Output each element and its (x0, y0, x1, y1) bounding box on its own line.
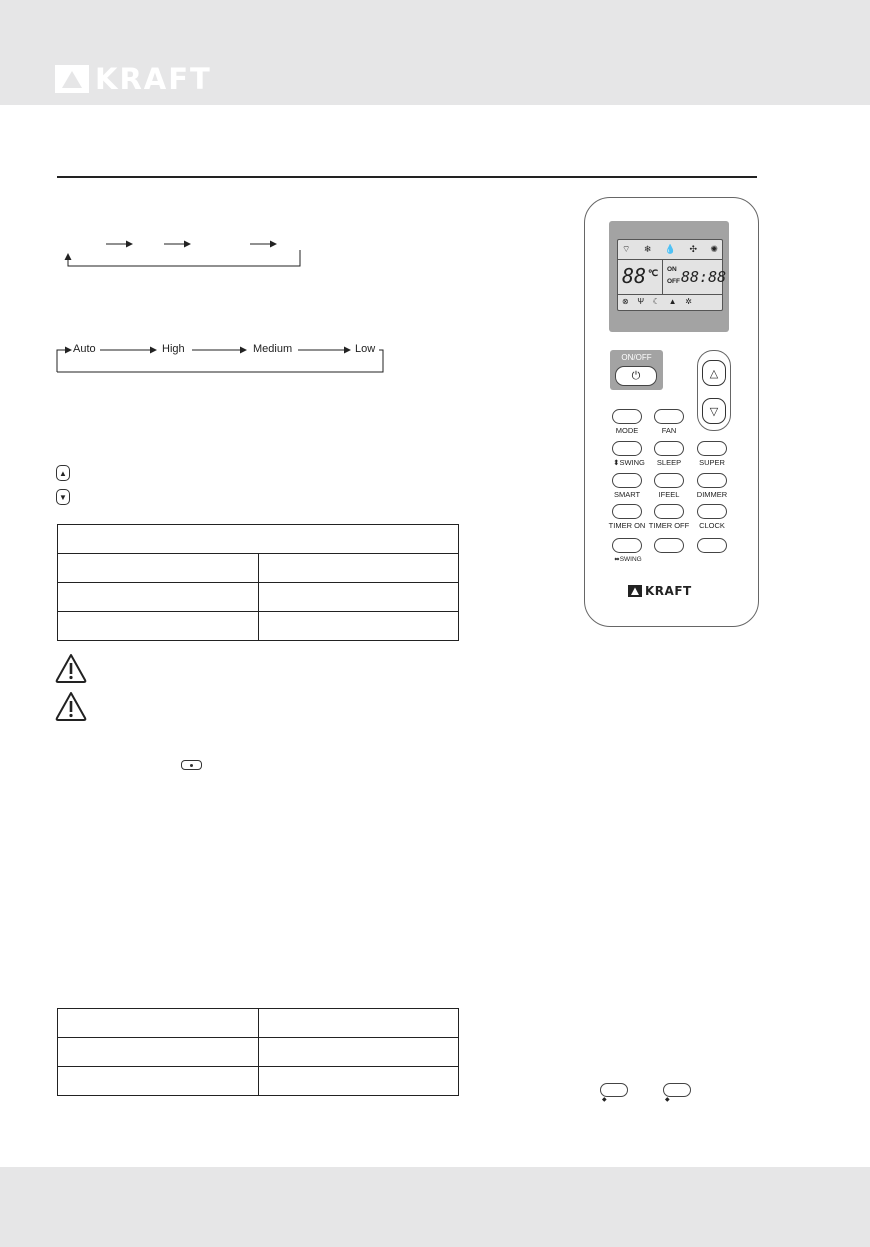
table-cell (259, 554, 459, 583)
gear-icon: ✲ (685, 297, 692, 306)
hswing-button[interactable] (612, 538, 642, 553)
heat-icon: ✺ (710, 244, 718, 254)
vswing-button[interactable] (612, 441, 642, 456)
down-button-icon: ▼ (56, 489, 70, 505)
lcd-divider (617, 259, 723, 260)
table-cell (58, 1009, 259, 1038)
up-triangle-icon: △ (709, 367, 719, 380)
lcd-on-label: ON (667, 266, 677, 273)
brand-logo (55, 64, 212, 94)
vswing-button-icon (663, 1083, 691, 1097)
fan-icon: ✣ (689, 244, 697, 254)
settings-table-1 (57, 524, 459, 641)
blank-button-2[interactable] (697, 538, 727, 553)
vswing-arrow-icon: ◆ (665, 1097, 670, 1103)
table-cell (259, 1038, 459, 1067)
hswing-button-icon (600, 1083, 628, 1097)
section-rule (57, 176, 757, 178)
cycle-return-arrow (68, 250, 300, 266)
small-button-icon (181, 760, 202, 770)
mode-button[interactable] (612, 409, 642, 424)
vswing-label: ⬍SWING (613, 458, 645, 467)
clock-label: CLOCK (699, 521, 725, 530)
lcd-top-icons (622, 244, 718, 255)
clock-button[interactable] (697, 504, 727, 519)
signal-icon: Ψ (637, 297, 645, 306)
vswing-arrow-icon: ⬍ (613, 458, 620, 467)
smart-button[interactable] (612, 473, 642, 488)
super-label: SUPER (699, 458, 725, 467)
ifeel-label: IFEEL (658, 490, 680, 499)
lcd-clock-digits: 88:88 (681, 268, 727, 286)
lcd-temp-digits: 88 (622, 264, 647, 288)
table-cell (58, 583, 259, 612)
down-triangle-icon: ▽ (709, 405, 719, 418)
timer-on-label: TIMER ON (608, 521, 646, 530)
lcd-divider (617, 294, 723, 295)
triangle-icon: ▲ (668, 297, 677, 306)
lcd-off-label: OFF (667, 278, 680, 285)
timer-off-button[interactable] (654, 504, 684, 519)
hswing-label: ⬌SWING (614, 556, 642, 563)
sleep-moon-icon: ☾ (652, 297, 660, 306)
page-footer (0, 1167, 870, 1247)
ifeel-button[interactable] (654, 473, 684, 488)
table-cell (259, 583, 459, 612)
table-cell (259, 612, 459, 641)
warning-icon (54, 652, 88, 684)
settings-table-2 (57, 1008, 459, 1096)
timer-on-button[interactable] (612, 504, 642, 519)
lcd-divider (662, 260, 663, 294)
snowflake-icon: ❄ (643, 244, 652, 254)
sleep-button[interactable] (654, 441, 684, 456)
drop-icon: 💧 (664, 244, 677, 254)
triangle-logo-icon (55, 65, 89, 93)
hswing-arrow-icon: ⬌ (614, 556, 620, 563)
timer-off-label: TIMER OFF (648, 521, 690, 530)
lcd-bottom-icons (622, 297, 692, 306)
eco-icon: ⊗ (622, 297, 629, 306)
hswing-arrow-icon: ◆ (602, 1097, 607, 1103)
table-cell (58, 554, 259, 583)
wifi-icon: ⌔ (622, 244, 631, 254)
table-cell (58, 1038, 259, 1067)
fan-cycle-arrows (54, 340, 388, 376)
mode-cycle-diagram (60, 236, 310, 272)
fan-step-auto: Auto (73, 343, 96, 355)
temp-up-button[interactable] (702, 360, 726, 386)
triangle-logo-icon (628, 585, 642, 597)
mode-label: MODE (615, 426, 639, 435)
remote-brand-name: KRAFT (645, 584, 692, 598)
sleep-label: SLEEP (656, 458, 682, 467)
super-button[interactable] (697, 441, 727, 456)
table-cell (259, 1009, 459, 1038)
dimmer-button[interactable] (697, 473, 727, 488)
brand-name: KRAFT (95, 62, 212, 96)
power-icon: ⏻ (631, 369, 641, 382)
lcd-temp-unit: ℃ (648, 268, 659, 278)
table-cell (58, 1067, 259, 1096)
table-cell (58, 612, 259, 641)
blank-button-1[interactable] (654, 538, 684, 553)
fan-step-low: Low (355, 343, 376, 355)
table-header-cell (58, 525, 459, 554)
up-button-icon: ▲ (56, 465, 70, 481)
fan-button[interactable] (654, 409, 684, 424)
power-button[interactable] (615, 366, 657, 386)
fan-step-high: High (162, 343, 185, 355)
onoff-label: ON/OFF (621, 353, 652, 362)
warning-icon (54, 690, 88, 722)
dimmer-label: DIMMER (696, 490, 728, 499)
fan-step-medium: Medium (253, 343, 293, 355)
table-cell (259, 1067, 459, 1096)
temp-down-button[interactable] (702, 398, 726, 424)
fan-label: FAN (661, 426, 677, 435)
remote-brand-logo (628, 583, 718, 599)
smart-label: SMART (613, 490, 641, 499)
